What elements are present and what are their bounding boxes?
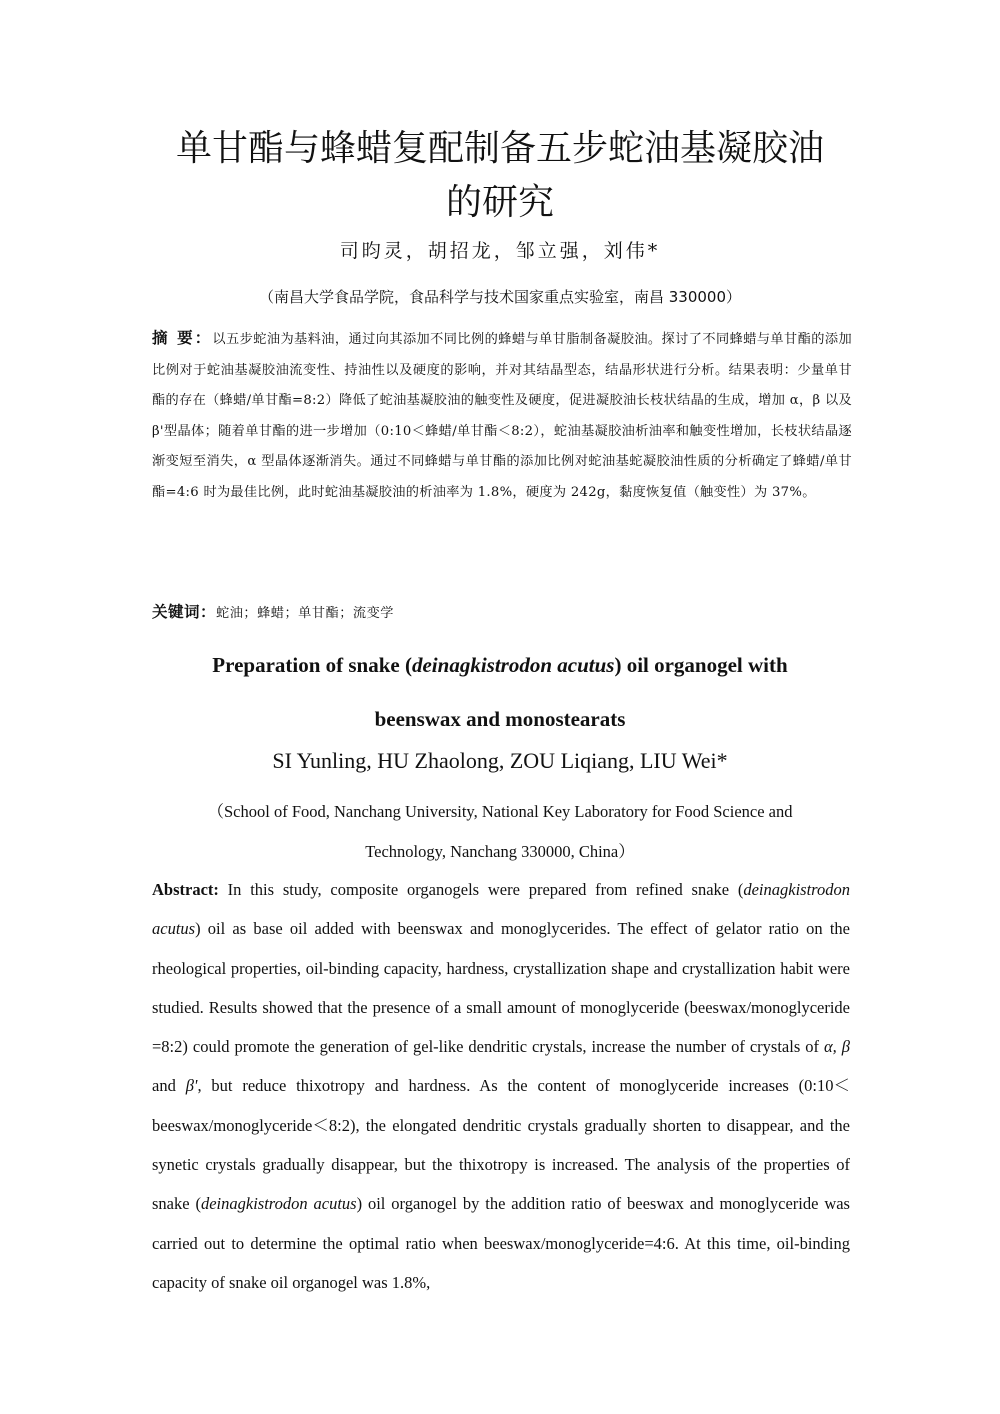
chinese-keywords bbox=[152, 600, 852, 622]
english-title-part: ) oil organogel with bbox=[614, 653, 788, 677]
english-abstract-italic: α, β bbox=[823, 1037, 850, 1057]
chinese-affiliation: （南昌大学食品学院，食品科学与技术国家重点实验室，南昌 330000） bbox=[258, 288, 742, 306]
chinese-title bbox=[100, 122, 900, 230]
chinese-keywords-text: 蛇油；蜂蜡；单甘酯；流变学 bbox=[216, 606, 394, 621]
english-abstract-italic: deinagkistrodon acutus bbox=[200, 1194, 357, 1214]
english-abstract-text: and bbox=[152, 1076, 186, 1096]
english-authors: SI Yunling, HU Zhaolong, ZOU Liqiang, LIU Wei* bbox=[272, 748, 728, 773]
chinese-abstract-text: 以五步蛇油为基料油，通过向其添加不同比例的蜂蜡与单甘脂制备凝胶油。探讨了不同蜂蜡与单甘酯的添加比例对于蛇油基凝胶油流变性、持油性以及硬度的影响，并对其结晶型态，结晶形状进行分析。结果表明：少量单甘酯的存在（蜂蜡/单甘酯=8:2）降低了蛇油基凝胶油的触变性及硬度，促进凝胶油长枝状结晶的生成，增加 α，β 以及 β'型晶体；随着单甘酯的进一步增加（0:10＜蜂蜡/单甘酯＜8:2），蛇油基凝胶油析油率和触变性增加，长枝状结晶逐渐变短至消失，α 型晶体逐渐消失。通过不同蜂蜡与单甘酯的添加比例对蛇油基蛇凝胶油性质的分析确定了蜂蜡/单甘酯=4:6 时为最佳比例，此时蛇油基凝胶油的析油率为 1.8%，硬度为 242g，黏度恢复值（触变性）为 37%。 bbox=[152, 332, 852, 500]
chinese-title-line-2: 的研究 bbox=[445, 182, 554, 223]
chinese-abstract-label: 摘 要： bbox=[152, 329, 213, 347]
english-affiliation-line-1: （School of Food, Nanchang University, National Key Laboratory for Food Science and bbox=[207, 802, 793, 821]
english-title-species: deinagkistrodon acutus bbox=[411, 653, 615, 677]
chinese-keywords-label: 关键词： bbox=[152, 603, 217, 621]
chinese-title-line-1: 单甘酯与蜂蜡复配制备五步蛇油基凝胶油 bbox=[175, 128, 824, 169]
english-abstract-italic: deinagkistrodon acutus bbox=[152, 880, 850, 939]
english-abstract-italic: β' bbox=[185, 1076, 198, 1096]
english-title-line-2: beenswax and monostearats bbox=[374, 707, 626, 731]
english-abstract-text: ) oil organogel by the addition ratio of beeswax and monoglyceride was carried out to determine the optimal ratio when beeswax/monoglyceride=4:6. At this time, oil-binding capacity of snake oil organogel was 1.8%, bbox=[152, 1194, 850, 1292]
english-affiliation bbox=[100, 792, 900, 871]
english-affiliation-line-2: Technology, Nanchang 330000, China） bbox=[365, 841, 635, 861]
english-title-part: Preparation of snake ( bbox=[212, 653, 412, 677]
english-abstract-text: In this study, composite organogels were prepared from refined snake ( bbox=[218, 880, 744, 899]
chinese-authors: 司昀灵，胡招龙，邹立强，刘伟* bbox=[339, 240, 661, 262]
english-title-line-1 bbox=[100, 638, 900, 692]
english-abstract bbox=[152, 870, 850, 1302]
english-title bbox=[100, 638, 900, 746]
english-abstract-label: Abstract: bbox=[152, 880, 219, 899]
chinese-abstract bbox=[152, 323, 852, 508]
english-abstract-text: ) oil as base oil added with beenswax and monoglycerides. The effect of gelator ratio on the rheological properties, oil-binding capacity, hardness, crystallization shape and crystallization habit were studied. Results showed that the presence of a small amount of monoglyceride (beeswax/monoglyceride =8:2) could promote the generation of gel-like dendritic crystals, increase the number of crystals of bbox=[152, 919, 850, 1057]
english-abstract-text: , but reduce thixotropy and hardness. As the content of monoglyceride increases (0:10＜beeswax/monoglyceride＜8:2), the elongated dendritic crystals gradually shorten to disappear, and the synetic crystals gradually disappear, but the thixotropy is increased. The analysis of the properties of snake ( bbox=[152, 1076, 850, 1214]
